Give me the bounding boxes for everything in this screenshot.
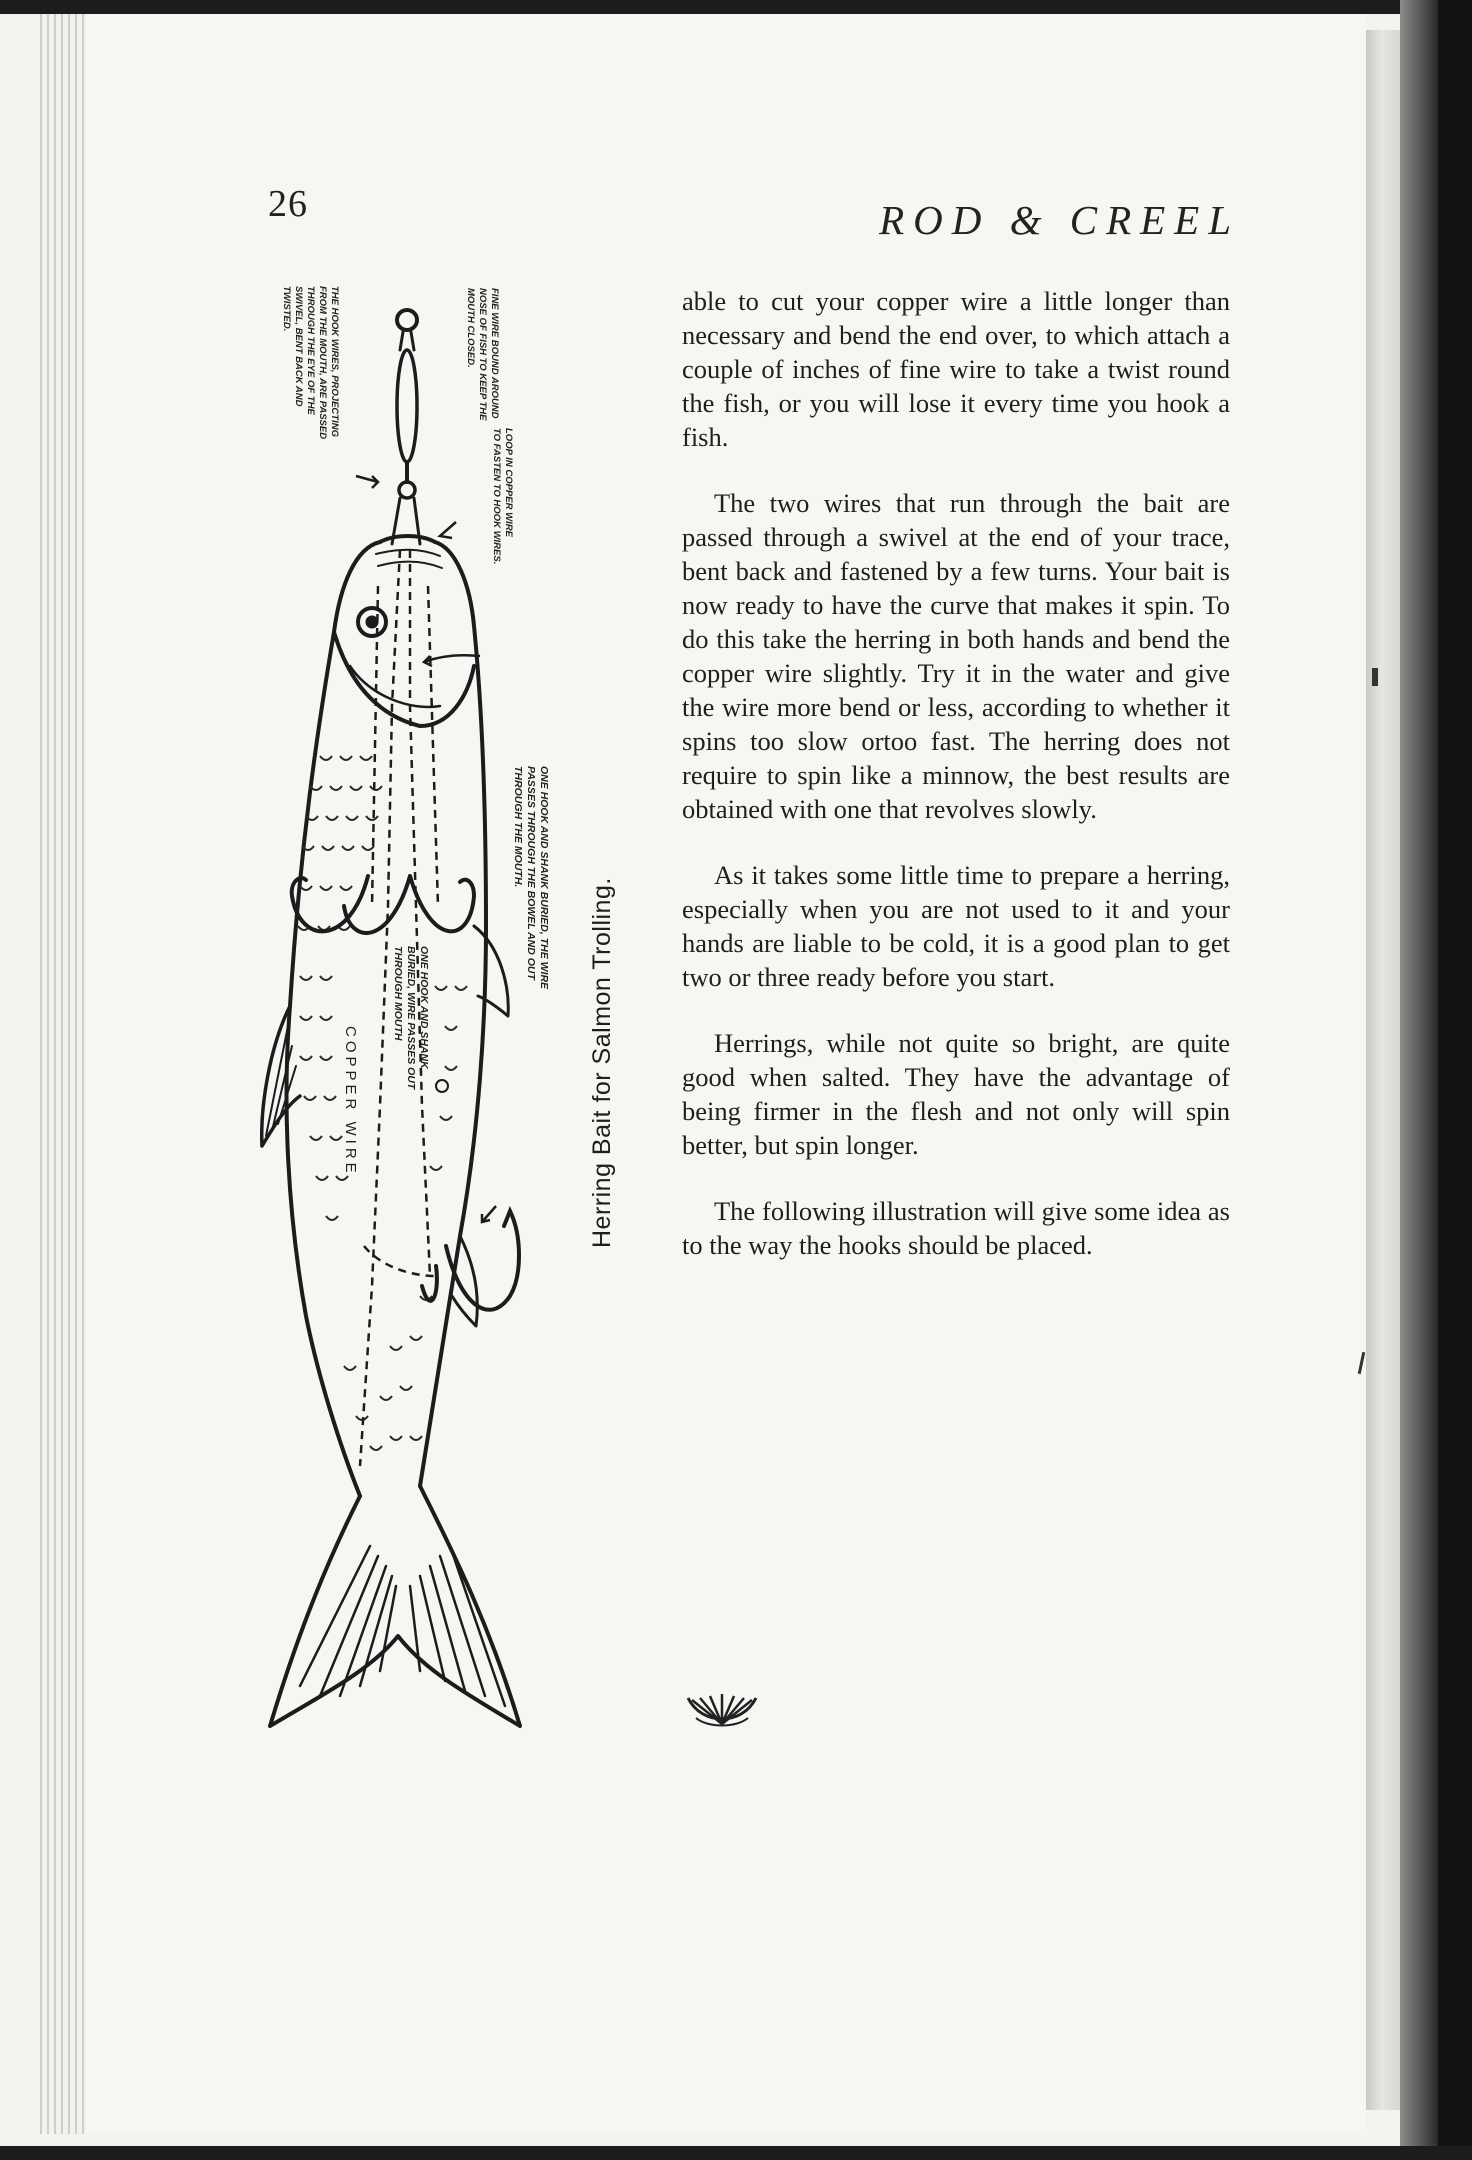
- annotation-line: ONE HOOK AND SHANK BURIED, THE WIRE: [538, 766, 550, 990]
- scan-border-bottom: [0, 2146, 1472, 2160]
- annotation-hook-buried-mouth: [391, 946, 430, 1089]
- annotation-line: THROUGH MOUTH: [392, 946, 404, 1041]
- annotation-line: SWIVEL, BENT BACK AND: [293, 286, 304, 407]
- annotation-fine-wire: [464, 288, 500, 421]
- scan-border-top: [0, 0, 1472, 14]
- annotation-line: THROUGH THE MOUTH.: [512, 766, 524, 888]
- annotation-line: BURIED, WIRE PASSES OUT: [405, 946, 417, 1090]
- annotation-line: TO FASTEN TO HOOK WIRES.: [491, 428, 502, 565]
- scan-border-right: [1438, 0, 1472, 2160]
- paragraph: As it takes some little time to prepare a herring, especially when you are not used to it and your hands are liable to be cold, it is a good plan to get two or three ready before you start.: [682, 860, 1230, 992]
- scan-speck: [1372, 668, 1378, 686]
- annotation-line: THE HOOK WIRES, PROJECTING: [329, 286, 340, 437]
- annotation-loop: [490, 428, 514, 564]
- page-number: 26: [268, 183, 308, 225]
- annotation-line: ONE HOOK AND SHANK: [418, 946, 430, 1069]
- annotation-hook-wires: [280, 286, 340, 439]
- running-head: ROD & CREEL: [879, 197, 1240, 243]
- annotation-line: TWISTED.: [281, 286, 292, 332]
- figure-caption: Herring Bait for Salmon Trolling.: [588, 877, 616, 1248]
- paragraph: The following illustration will give some idea as to the way the hooks should be placed.: [682, 1196, 1230, 1260]
- annotation-copper-wire: COPPER WIRE: [342, 1026, 359, 1177]
- annotation-hook-buried-bowel: [511, 766, 550, 989]
- annotation-line: NOSE OF FISH TO KEEP THE: [477, 288, 488, 421]
- body-text: [682, 284, 1230, 1294]
- paragraph: The two wires that run through the bait are passed through a swivel at the end of your trace, bent back and fastened by a few turns. Your bait is now ready to have the curve that makes it spin. To do this take the herring in both hands and bend the copper wire slightly. Try it in the water and give the wire more bend or less, according to whether it spins too slow ortoo fast. The herring does not require to spin like a minnow, the best results are obtained with one that revolves slowly.: [682, 488, 1230, 824]
- paragraph: Herrings, while not quite so bright, are quite good when salted. They have the advantage of being firmer in the flesh and not only will spin better, but spin longer.: [682, 1028, 1230, 1160]
- page-edges: [40, 14, 86, 2134]
- annotation-line: FINE WIRE BOUND AROUND: [489, 288, 500, 419]
- ornament-icon: [682, 1690, 762, 1730]
- binding-shadow: [1400, 0, 1438, 2160]
- annotation-line: PASSES THROUGH THE BOWEL AND OUT: [525, 766, 537, 980]
- annotation-line: MOUTH CLOSED.: [465, 288, 476, 368]
- annotation-line: FROM THE MOUTH, ARE PASSED: [317, 286, 328, 440]
- annotation-line: THROUGH THE EYE OF THE: [305, 286, 316, 415]
- paragraph: able to cut your copper wire a little longer than necessary and bend the end over, to which attach a couple of inches of fine wire to take a twist round the fish, or you will lose it every time you hook a fish.: [682, 286, 1230, 452]
- annotation-line: LOOP IN COPPER WIRE: [503, 428, 514, 537]
